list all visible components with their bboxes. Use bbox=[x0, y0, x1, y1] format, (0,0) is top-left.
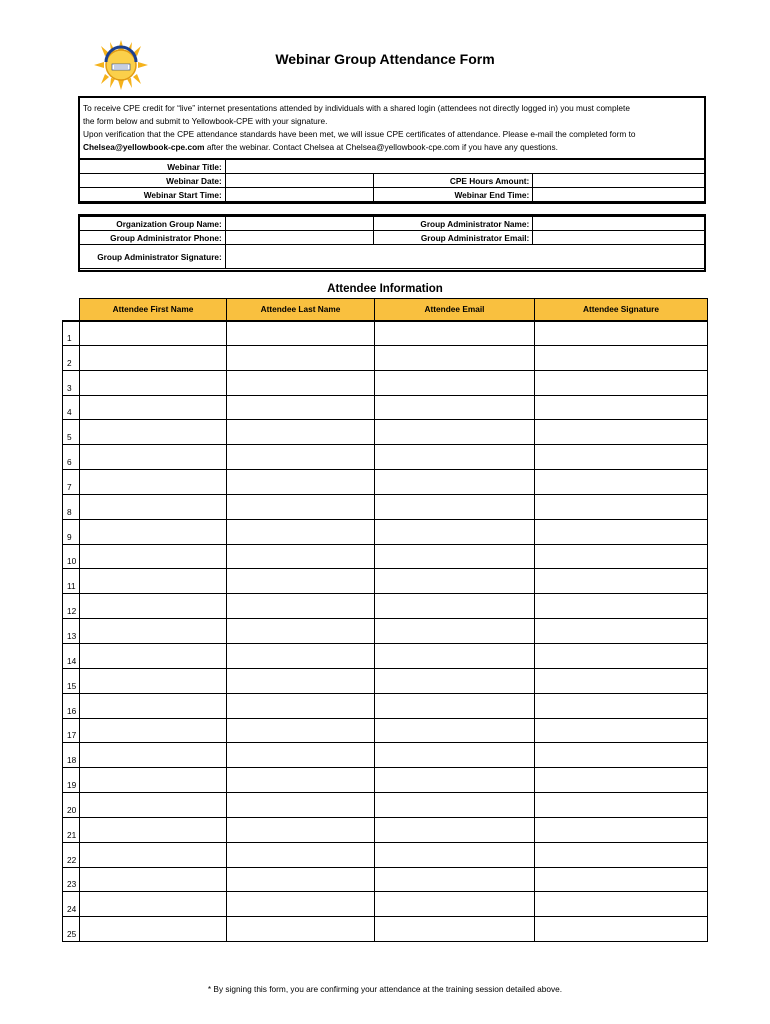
email-cell[interactable] bbox=[375, 321, 535, 346]
instructions-line: Upon verification that the CPE attendance standards have been met, we will issue CPE certificates of attendance. Please e-mail the completed form to bbox=[83, 129, 636, 139]
table-row bbox=[63, 768, 708, 793]
signature-cell[interactable] bbox=[535, 693, 708, 718]
first-name-cell[interactable] bbox=[80, 594, 227, 619]
row-number: 10 bbox=[63, 544, 80, 569]
signature-cell[interactable] bbox=[535, 768, 708, 793]
row-number: 21 bbox=[63, 817, 80, 842]
attendee-table bbox=[62, 298, 708, 942]
table-row bbox=[63, 519, 708, 544]
column-header-signature: Attendee Signature bbox=[535, 299, 708, 321]
first-name-cell[interactable] bbox=[80, 867, 227, 892]
admin-signature-label: Group Administrator Signature: bbox=[79, 245, 226, 269]
table-row bbox=[63, 395, 708, 420]
table-row bbox=[63, 445, 708, 470]
last-name-cell[interactable] bbox=[227, 519, 375, 544]
table-row bbox=[63, 594, 708, 619]
row-number-header bbox=[63, 299, 80, 321]
last-name-cell[interactable] bbox=[227, 892, 375, 917]
signature-cell[interactable] bbox=[535, 817, 708, 842]
last-name-cell[interactable] bbox=[227, 793, 375, 818]
table-row bbox=[63, 817, 708, 842]
email-cell[interactable] bbox=[375, 668, 535, 693]
first-name-cell[interactable] bbox=[80, 445, 227, 470]
first-name-cell[interactable] bbox=[80, 743, 227, 768]
table-row bbox=[63, 420, 708, 445]
table-row bbox=[63, 544, 708, 569]
webinar-end-label: Webinar End Time: bbox=[373, 188, 533, 202]
signature-cell[interactable] bbox=[535, 494, 708, 519]
table-row bbox=[63, 643, 708, 668]
row-number: 6 bbox=[63, 445, 80, 470]
table-row bbox=[63, 494, 708, 519]
footer-note: * By signing this form, you are confirming your attendance at the training session detailed above. bbox=[207, 984, 563, 994]
row-number: 24 bbox=[63, 892, 80, 917]
last-name-cell[interactable] bbox=[227, 569, 375, 594]
last-name-cell[interactable] bbox=[227, 817, 375, 842]
email-cell[interactable] bbox=[375, 494, 535, 519]
row-number: 5 bbox=[63, 420, 80, 445]
first-name-cell[interactable] bbox=[80, 420, 227, 445]
last-name-cell[interactable] bbox=[227, 470, 375, 495]
last-name-cell[interactable] bbox=[227, 395, 375, 420]
signature-cell[interactable] bbox=[535, 445, 708, 470]
table-row bbox=[63, 569, 708, 594]
signature-cell[interactable] bbox=[535, 569, 708, 594]
last-name-cell[interactable] bbox=[227, 594, 375, 619]
email-cell[interactable] bbox=[375, 370, 535, 395]
signature-cell[interactable] bbox=[535, 321, 708, 346]
webinar-date-label: Webinar Date: bbox=[79, 174, 226, 188]
signature-cell[interactable] bbox=[535, 519, 708, 544]
webinar-end-field[interactable] bbox=[533, 188, 706, 202]
last-name-cell[interactable] bbox=[227, 370, 375, 395]
signature-cell[interactable] bbox=[535, 420, 708, 445]
admin-email-label: Group Administrator Email: bbox=[373, 231, 533, 245]
email-cell[interactable] bbox=[375, 892, 535, 917]
table-row bbox=[63, 370, 708, 395]
row-number: 19 bbox=[63, 768, 80, 793]
page-title: Webinar Group Attendance Form bbox=[275, 51, 495, 67]
row-number: 14 bbox=[63, 643, 80, 668]
email-cell[interactable] bbox=[375, 768, 535, 793]
table-row bbox=[63, 693, 708, 718]
row-number: 9 bbox=[63, 519, 80, 544]
first-name-cell[interactable] bbox=[80, 917, 227, 942]
first-name-cell[interactable] bbox=[80, 643, 227, 668]
organization-details-table bbox=[78, 216, 706, 269]
email-cell[interactable] bbox=[375, 793, 535, 818]
first-name-cell[interactable] bbox=[80, 892, 227, 917]
first-name-cell[interactable] bbox=[80, 768, 227, 793]
signature-cell[interactable] bbox=[535, 643, 708, 668]
email-cell[interactable] bbox=[375, 619, 535, 644]
row-number: 17 bbox=[63, 718, 80, 743]
cpe-hours-field[interactable] bbox=[533, 174, 706, 188]
first-name-cell[interactable] bbox=[80, 470, 227, 495]
signature-cell[interactable] bbox=[535, 345, 708, 370]
first-name-cell[interactable] bbox=[80, 693, 227, 718]
webinar-title-field[interactable] bbox=[225, 160, 705, 174]
email-cell[interactable] bbox=[375, 842, 535, 867]
first-name-cell[interactable] bbox=[80, 569, 227, 594]
email-cell[interactable] bbox=[375, 470, 535, 495]
table-row bbox=[63, 668, 708, 693]
row-number: 4 bbox=[63, 395, 80, 420]
row-number: 13 bbox=[63, 619, 80, 644]
table-row bbox=[63, 321, 708, 346]
last-name-cell[interactable] bbox=[227, 917, 375, 942]
admin-name-label: Group Administrator Name: bbox=[373, 217, 533, 231]
webinar-details-table bbox=[78, 159, 706, 202]
email-cell[interactable] bbox=[375, 817, 535, 842]
admin-phone-label: Group Administrator Phone: bbox=[79, 231, 226, 245]
row-number: 1 bbox=[63, 321, 80, 346]
row-number: 2 bbox=[63, 345, 80, 370]
last-name-cell[interactable] bbox=[227, 718, 375, 743]
signature-cell[interactable] bbox=[535, 842, 708, 867]
first-name-cell[interactable] bbox=[80, 494, 227, 519]
row-number: 25 bbox=[63, 917, 80, 942]
first-name-cell[interactable] bbox=[80, 842, 227, 867]
last-name-cell[interactable] bbox=[227, 321, 375, 346]
row-number: 22 bbox=[63, 842, 80, 867]
instructions-text: after the webinar. Contact Chelsea at Chelsea@yellowbook-cpe.com if you have any questions. bbox=[204, 142, 558, 152]
email-cell[interactable] bbox=[375, 718, 535, 743]
cpe-hours-label: CPE Hours Amount: bbox=[373, 174, 533, 188]
email-cell[interactable] bbox=[375, 395, 535, 420]
table-row bbox=[63, 892, 708, 917]
first-name-cell[interactable] bbox=[80, 619, 227, 644]
admin-phone-field[interactable] bbox=[225, 231, 373, 245]
admin-email-field[interactable] bbox=[533, 231, 706, 245]
signature-cell[interactable] bbox=[535, 743, 708, 768]
org-name-label: Organization Group Name: bbox=[79, 217, 226, 231]
row-number: 12 bbox=[63, 594, 80, 619]
signature-cell[interactable] bbox=[535, 867, 708, 892]
webinar-date-field[interactable] bbox=[225, 174, 373, 188]
email-cell[interactable] bbox=[375, 445, 535, 470]
first-name-cell[interactable] bbox=[80, 370, 227, 395]
last-name-cell[interactable] bbox=[227, 743, 375, 768]
contact-email[interactable]: Chelsea@yellowbook-cpe.com bbox=[83, 142, 205, 152]
row-number: 7 bbox=[63, 470, 80, 495]
row-number: 3 bbox=[63, 370, 80, 395]
signature-cell[interactable] bbox=[535, 668, 708, 693]
admin-name-field[interactable] bbox=[533, 217, 706, 231]
webinar-start-field[interactable] bbox=[225, 188, 373, 202]
signature-cell[interactable] bbox=[535, 594, 708, 619]
column-header-first-name: Attendee First Name bbox=[80, 299, 227, 321]
email-cell[interactable] bbox=[375, 917, 535, 942]
attendee-header-row bbox=[63, 299, 708, 321]
signature-cell[interactable] bbox=[535, 619, 708, 644]
instructions-box bbox=[78, 96, 706, 160]
table-row bbox=[63, 867, 708, 892]
table-row bbox=[63, 345, 708, 370]
email-cell[interactable] bbox=[375, 693, 535, 718]
attendee-section-title: Attendee Information bbox=[327, 283, 443, 295]
row-number: 8 bbox=[63, 494, 80, 519]
first-name-cell[interactable] bbox=[80, 793, 227, 818]
table-row bbox=[63, 842, 708, 867]
last-name-cell[interactable] bbox=[227, 768, 375, 793]
signature-cell[interactable] bbox=[535, 470, 708, 495]
email-cell[interactable] bbox=[375, 743, 535, 768]
table-row bbox=[63, 470, 708, 495]
signature-cell[interactable] bbox=[535, 718, 708, 743]
instructions-line: To receive CPE credit for “live” internet presentations attended by individuals with a shared login (attendees not directly logged in) you must complete bbox=[83, 103, 630, 113]
signature-cell[interactable] bbox=[535, 917, 708, 942]
instructions-line: the form below and submit to Yellowbook-CPE with your signature. bbox=[83, 116, 328, 126]
row-number: 18 bbox=[63, 743, 80, 768]
email-cell[interactable] bbox=[375, 643, 535, 668]
signature-cell[interactable] bbox=[535, 544, 708, 569]
column-header-last-name: Attendee Last Name bbox=[227, 299, 375, 321]
signature-cell[interactable] bbox=[535, 892, 708, 917]
signature-cell[interactable] bbox=[535, 793, 708, 818]
first-name-cell[interactable] bbox=[80, 544, 227, 569]
webinar-title-label: Webinar Title: bbox=[79, 160, 226, 174]
row-number: 23 bbox=[63, 867, 80, 892]
last-name-cell[interactable] bbox=[227, 693, 375, 718]
last-name-cell[interactable] bbox=[227, 867, 375, 892]
last-name-cell[interactable] bbox=[227, 668, 375, 693]
table-row bbox=[63, 917, 708, 942]
first-name-cell[interactable] bbox=[80, 718, 227, 743]
last-name-cell[interactable] bbox=[227, 643, 375, 668]
email-cell[interactable] bbox=[375, 867, 535, 892]
signature-cell[interactable] bbox=[535, 395, 708, 420]
last-name-cell[interactable] bbox=[227, 494, 375, 519]
last-name-cell[interactable] bbox=[227, 445, 375, 470]
table-row bbox=[63, 718, 708, 743]
first-name-cell[interactable] bbox=[80, 345, 227, 370]
column-header-email: Attendee Email bbox=[375, 299, 535, 321]
webinar-start-label: Webinar Start Time: bbox=[79, 188, 226, 202]
email-cell[interactable] bbox=[375, 519, 535, 544]
first-name-cell[interactable] bbox=[80, 668, 227, 693]
first-name-cell[interactable] bbox=[80, 519, 227, 544]
first-name-cell[interactable] bbox=[80, 321, 227, 346]
row-number: 20 bbox=[63, 793, 80, 818]
last-name-cell[interactable] bbox=[227, 544, 375, 569]
last-name-cell[interactable] bbox=[227, 619, 375, 644]
signature-cell[interactable] bbox=[535, 370, 708, 395]
row-number: 11 bbox=[63, 569, 80, 594]
table-row bbox=[63, 619, 708, 644]
email-cell[interactable] bbox=[375, 594, 535, 619]
row-number: 15 bbox=[63, 668, 80, 693]
last-name-cell[interactable] bbox=[227, 842, 375, 867]
table-row bbox=[63, 793, 708, 818]
email-cell[interactable] bbox=[375, 569, 535, 594]
org-name-field[interactable] bbox=[225, 217, 373, 231]
table-row bbox=[63, 743, 708, 768]
first-name-cell[interactable] bbox=[80, 395, 227, 420]
first-name-cell[interactable] bbox=[80, 817, 227, 842]
instructions-line bbox=[83, 141, 701, 154]
email-cell[interactable] bbox=[375, 420, 535, 445]
admin-signature-field[interactable] bbox=[225, 245, 705, 269]
email-cell[interactable] bbox=[375, 345, 535, 370]
email-cell[interactable] bbox=[375, 544, 535, 569]
last-name-cell[interactable] bbox=[227, 345, 375, 370]
row-number: 16 bbox=[63, 693, 80, 718]
last-name-cell[interactable] bbox=[227, 420, 375, 445]
